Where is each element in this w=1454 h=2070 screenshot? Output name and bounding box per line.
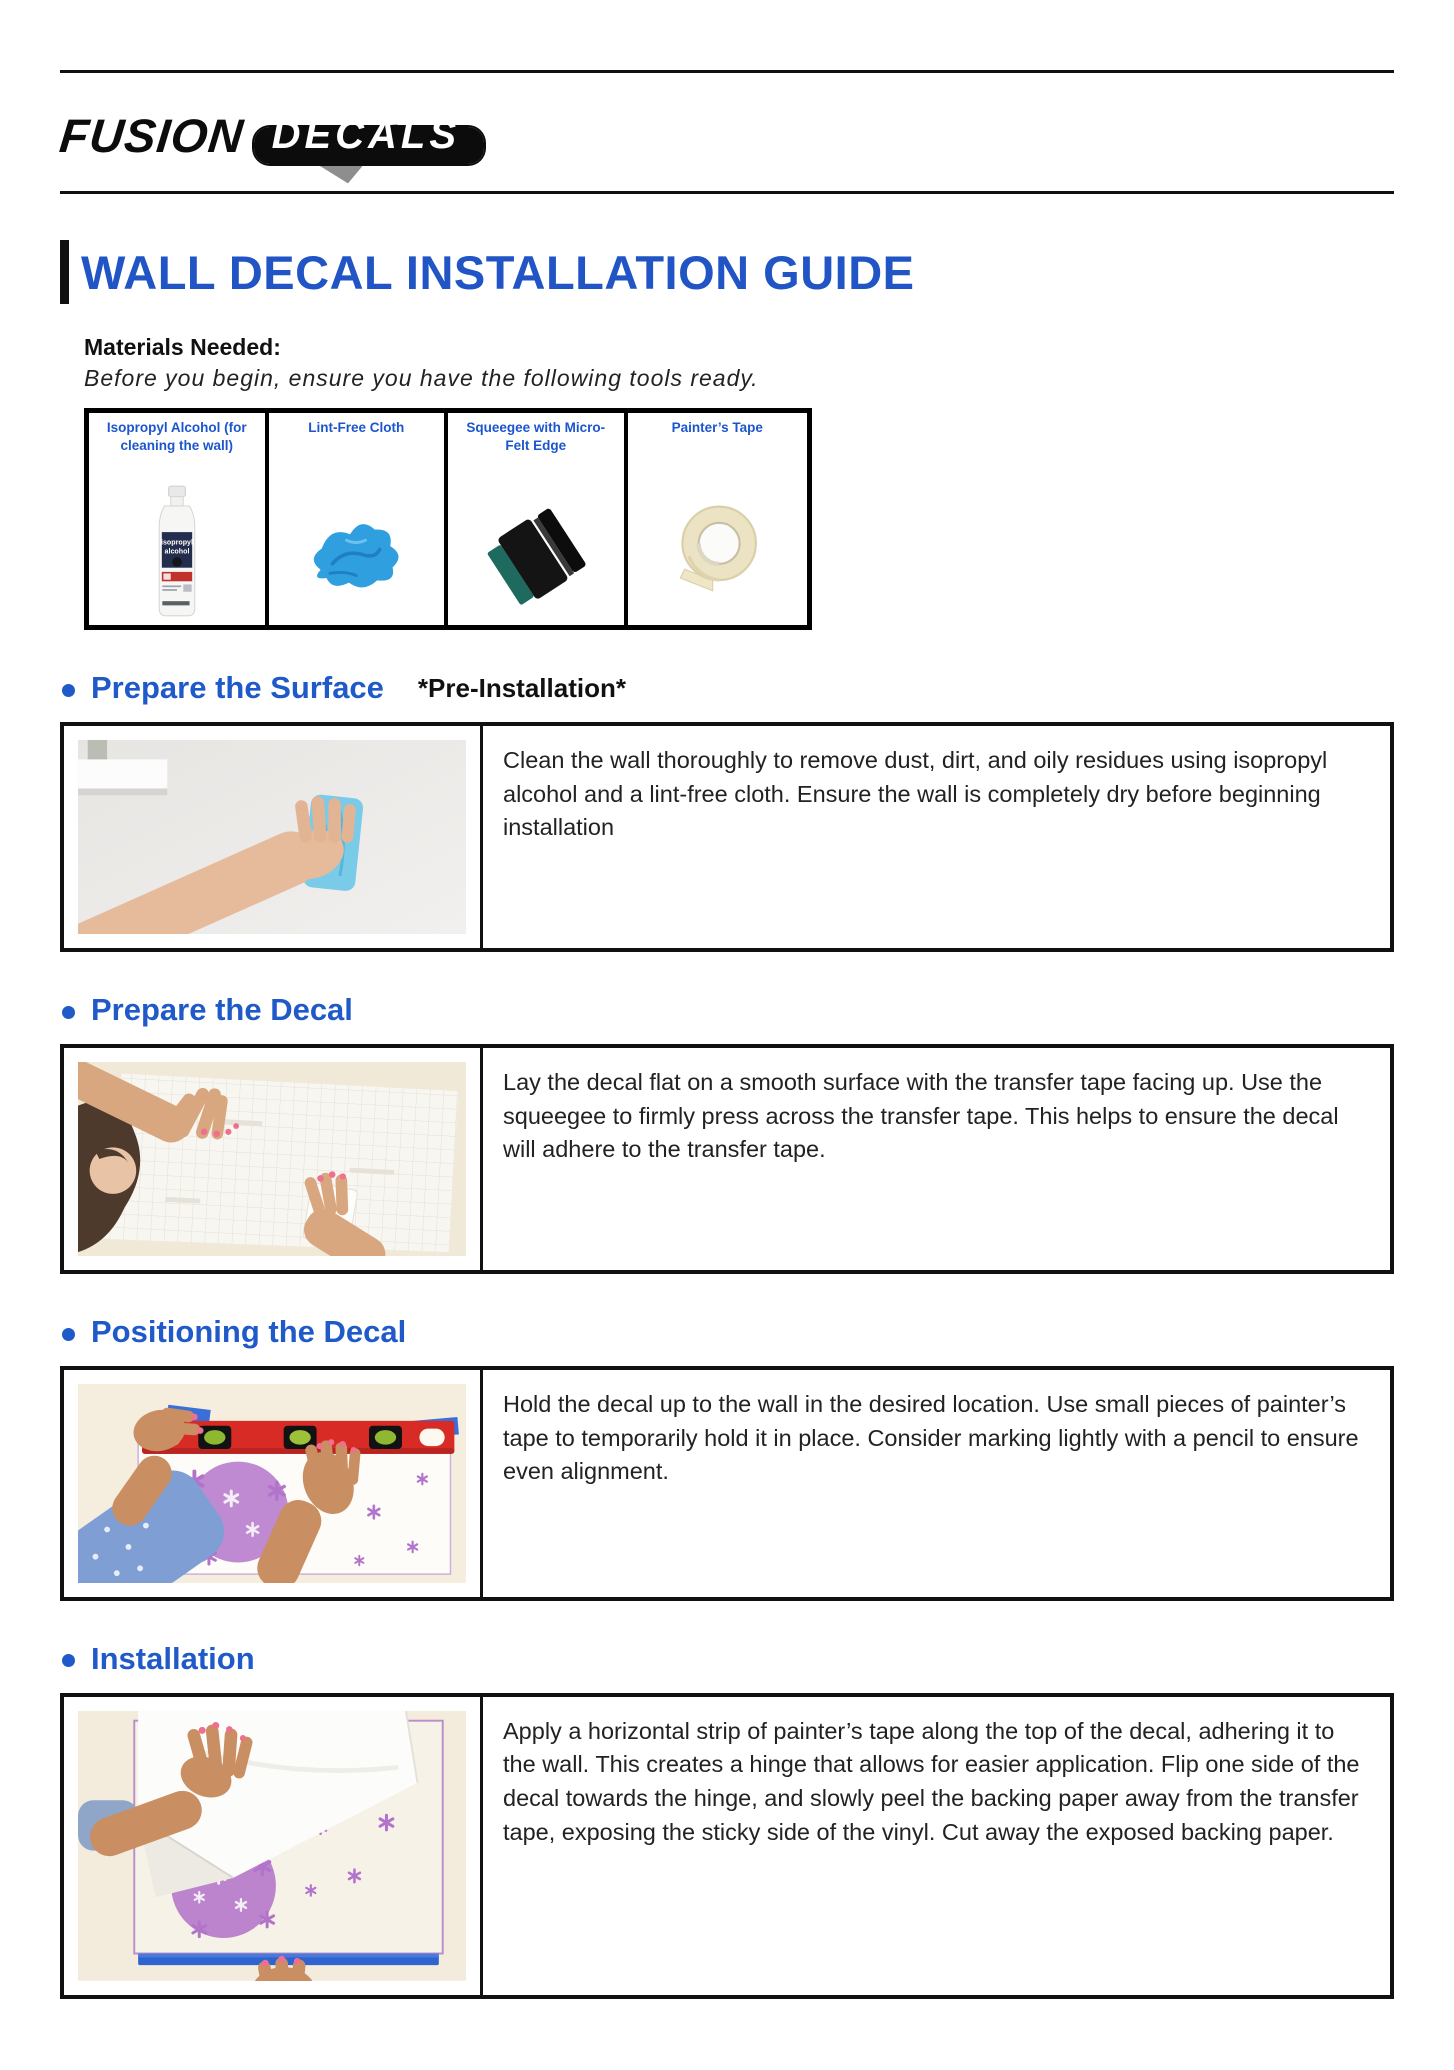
level-positioning-photo — [78, 1384, 466, 1583]
section-head-prepare-surface — [60, 670, 1394, 706]
section-head-prepare-decal — [60, 992, 1394, 1028]
decals-badge-wrap — [254, 113, 484, 158]
svg-text:isopropyl: isopropyl — [160, 538, 193, 547]
decals-wordmark: DECALS — [271, 112, 461, 157]
step-body: Hold the decal up to the wall in the desired location. Use small pieces of painter’s tape to temporarily hold it in place. Consider marking lightly with a pencil to ensure even alignment. — [503, 1391, 1359, 1485]
alcohol-bottle-icon — [142, 484, 212, 620]
decals-badge — [254, 112, 484, 164]
material-cell-tape — [628, 413, 808, 625]
material-cell-squeegee — [448, 413, 628, 625]
material-image-wrap — [269, 483, 445, 625]
section-head-positioning-decal — [60, 1314, 1394, 1350]
section-title: Installation — [91, 1640, 255, 1676]
material-cell-alcohol — [89, 413, 269, 625]
section-title: Prepare the Decal — [91, 992, 353, 1027]
step-text-cell — [483, 1370, 1390, 1597]
material-label: Isopropyl Alcohol (for cleaning the wall) — [106, 420, 247, 454]
section-head-installation — [60, 1641, 1394, 1677]
photo-cell — [64, 726, 483, 948]
materials-table — [84, 408, 812, 630]
materials-intro: Before you begin, ensure you have the following tools ready. — [84, 365, 759, 391]
step-body: Lay the decal flat on a smooth surface with the transfer tape facing up. Use the squeegee to firmly press across the transfer tape. This helps to ensure the decal will adhere to the transfer tape. — [503, 1069, 1339, 1163]
photo-cell — [64, 1697, 483, 1995]
pre-installation-note: *Pre-Installation* — [417, 672, 626, 703]
section-title: Prepare the Surface — [91, 670, 384, 705]
step-box-prepare-surface — [60, 722, 1394, 952]
backing-peel-photo — [78, 1711, 466, 1981]
materials-heading: Materials Needed: — [84, 334, 281, 360]
material-cell-cloth — [269, 413, 449, 625]
bullet-dot — [62, 1006, 75, 1019]
step-box-installation — [60, 1693, 1394, 1999]
squeegee-icon — [477, 498, 595, 606]
photo-cell — [64, 1370, 483, 1597]
step-box-prepare-decal — [60, 1044, 1394, 1274]
photo-cell — [64, 1048, 483, 1270]
fusion-wordmark: FUSION — [57, 108, 247, 162]
squeegee-pressing-photo — [78, 1062, 466, 1256]
brand-logo — [57, 87, 1394, 183]
material-label: Lint-Free Cloth — [308, 420, 405, 435]
step-box-positioning-decal — [60, 1366, 1394, 1601]
title-accent-bar — [60, 240, 69, 304]
header-rule-bottom — [60, 191, 1394, 194]
bullet-dot — [62, 1654, 75, 1667]
wall-cleaning-photo — [78, 740, 466, 934]
step-body: Clean the wall thoroughly to remove dust, dirt, and oily residues using isopropyl alcohol and a lint-free cloth. Ensure the wall is completely dry before beginning installation — [503, 747, 1328, 841]
material-label: Painter’s Tape — [671, 420, 763, 435]
step-text-cell — [483, 1697, 1390, 1995]
bullet-dot — [62, 1328, 75, 1341]
step-text-cell — [483, 726, 1390, 948]
material-image-wrap — [89, 483, 265, 625]
installation-guide-page — [0, 70, 1454, 1999]
bullet-dot — [62, 684, 75, 697]
step-body: Apply a horizontal strip of painter’s tape along the top of the decal, adhering it to the wall. This creates a hinge that allows for easier application. Flip one side of the decal towards the hinge, and slowly peel the backing paper away from the transfer tape, exposing the sticky side of the vinyl. Cut away the exposed backing paper. — [503, 1717, 1360, 1845]
section-title: Positioning the Decal — [91, 1314, 407, 1349]
header-rule-top — [60, 70, 1394, 73]
page-title: WALL DECAL INSTALLATION GUIDE — [81, 245, 915, 299]
painters-tape-roll-icon — [661, 498, 773, 606]
svg-text:alcohol: alcohol — [164, 547, 190, 556]
material-image-wrap — [448, 483, 624, 625]
material-label: Squeegee with Micro-Felt Edge — [466, 420, 606, 454]
material-image-wrap — [628, 483, 808, 625]
title-row — [60, 240, 1394, 304]
lint-free-cloth-icon — [297, 504, 415, 600]
step-text-cell — [483, 1048, 1390, 1270]
